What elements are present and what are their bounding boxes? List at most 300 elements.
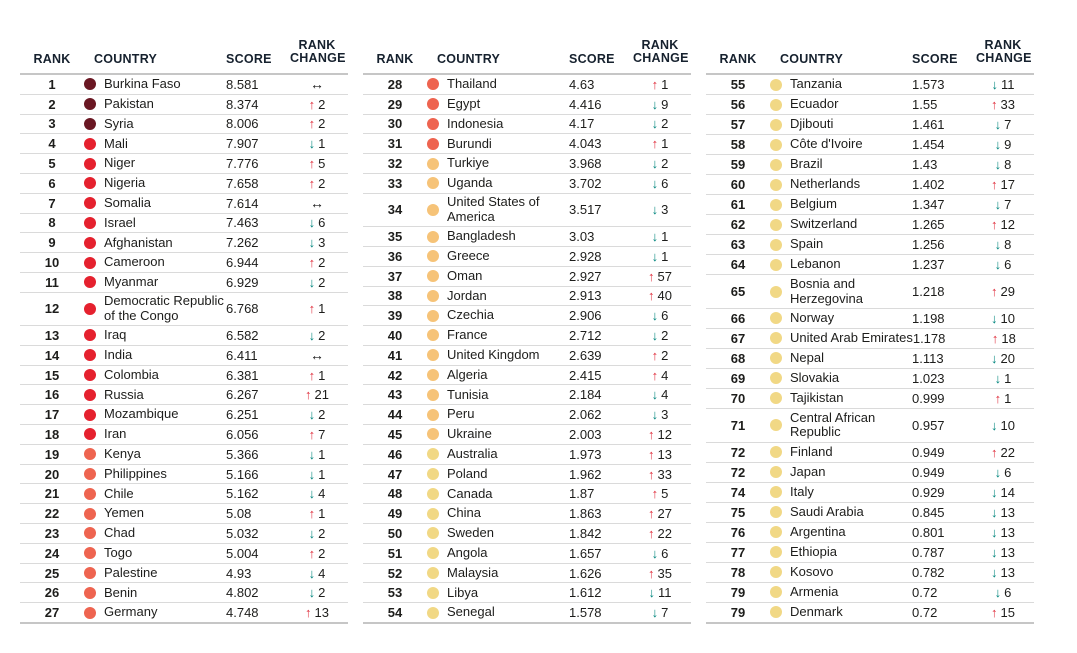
table-header-row [363,26,691,75]
rank-change-value: 2 [318,116,326,132]
country-name: Nepal [790,350,824,366]
severity-dot-cell [770,199,790,211]
rank-change-cell [629,387,691,402]
rank-change-cell [286,387,348,402]
rank-value: 23 [44,525,60,541]
country-name: Belgium [790,196,837,212]
rank-value: 5 [48,156,56,172]
rank-change-cell [629,97,691,112]
severity-dot-icon [84,177,96,189]
table-row [20,292,348,325]
severity-dot-icon [770,586,782,598]
severity-dot-cell [427,177,447,189]
up-arrow-icon: ↑ [308,96,316,112]
rank-value: 34 [387,202,403,218]
country-name: Mali [104,135,128,151]
rank-value: 13 [44,327,60,343]
rank-change-cell [972,485,1034,500]
ranking-table [706,26,1034,624]
ranking-table [363,26,691,624]
severity-dot-icon [84,329,96,341]
down-arrow-icon: ↓ [991,504,998,520]
severity-dot-icon [427,231,439,243]
country-name: India [104,347,133,363]
rank-change-value: 13 [657,446,672,462]
severity-dot-icon [84,369,96,381]
up-arrow-icon: ↑ [991,97,998,113]
severity-dot-cell [770,259,790,271]
table-row [363,226,691,246]
score-value: 8.581 [226,76,259,92]
severity-dot-cell [770,526,790,538]
rank-column-header: RANK [719,52,757,66]
table-row [706,94,1034,114]
severity-dot-cell [84,369,104,381]
country-name: Burkina Faso [104,76,181,92]
rank-value: 40 [387,327,403,343]
country-name: China [447,505,481,521]
severity-dot-cell [427,204,447,216]
up-arrow-icon: ↑ [991,177,998,193]
severity-dot-icon [84,488,96,500]
severity-dot-icon [84,98,96,110]
rank-value: 25 [44,565,60,581]
rank-value: 43 [387,387,403,403]
rank-change-value: 7 [1004,197,1012,213]
score-value: 1.237 [912,257,945,273]
severity-dot-cell [770,372,790,384]
rank-value: 12 [44,301,60,317]
score-value: 2.928 [569,248,602,264]
table-row [20,193,348,213]
table-row [706,542,1034,562]
rank-change-value: 4 [661,387,669,403]
up-arrow-icon: ↑ [991,217,998,233]
severity-dot-cell [770,99,790,111]
country-name: Philippines [104,465,167,481]
score-value: 5.08 [226,506,252,522]
score-column-header: SCORE [912,52,958,66]
rank-change-value: 18 [1001,330,1016,346]
down-arrow-icon: ↓ [651,229,659,244]
score-value: 6.944 [226,255,259,271]
table-row [363,286,691,306]
rank-value: 30 [387,116,403,132]
country-name: Bosnia and Herzegovina [790,275,863,306]
table-row [706,254,1034,274]
country-name: Colombia [104,366,159,382]
severity-dot-cell [84,389,104,401]
rank-change-value: 8 [1004,157,1012,173]
table-row [363,173,691,193]
severity-dot-icon [427,329,439,341]
rank-change-value: 2 [318,545,326,561]
down-arrow-icon: ↓ [651,327,659,343]
severity-dot-icon [770,219,782,231]
rank-value: 3 [48,116,56,132]
country-name: Benin [104,584,138,600]
rank-value: 61 [730,197,746,213]
country-column-header: COUNTRY [94,52,158,66]
country-name: Indonesia [447,115,504,131]
table-row [363,246,691,266]
rank-change-value: 13 [1000,564,1015,580]
country-name: Brazil [790,156,823,172]
no-change-arrow-icon: ↔ [310,347,324,364]
country-name: United Arab Emirates [790,330,913,346]
table-row [706,368,1034,388]
severity-dot-cell [770,466,790,478]
severity-dot-cell [427,527,447,539]
table-row [20,153,348,173]
severity-dot-icon [427,138,439,150]
severity-dot-cell [84,607,104,619]
country-name: Central African Republic [790,409,876,440]
table-row [363,404,691,424]
country-name: Jordan [447,287,487,303]
rank-value: 27 [44,605,60,621]
severity-dot-icon [770,239,782,251]
down-arrow-icon: ↓ [651,308,659,324]
rank-value: 57 [730,117,746,133]
score-value: 2.906 [569,308,602,324]
score-value: 1.218 [912,284,945,300]
country-name: Tunisia [447,386,489,402]
severity-dot-icon [427,428,439,440]
score-value: 5.004 [226,545,259,561]
rank-change-cell [629,116,691,131]
rank-change-cell [972,391,1034,406]
country-name: Burundi [447,135,492,151]
rank-change-value: 1 [318,506,326,522]
score-value: 1.454 [912,137,945,153]
rank-change-cell [972,137,1034,152]
severity-dot-icon [770,332,782,344]
table-row [706,582,1034,602]
rank-change-cell [972,505,1034,520]
rank-value: 72 [730,464,746,480]
severity-dot-cell [427,349,447,361]
score-value: 2.184 [569,387,602,403]
score-value: 1.973 [569,446,602,462]
down-arrow-icon: ↓ [991,564,998,580]
country-name: Chad [104,525,136,541]
rank-change-cell [972,117,1034,132]
rank-value: 60 [730,177,746,193]
table-row [20,404,348,424]
rank-value: 52 [387,565,403,581]
rank-change-cell [286,368,348,383]
table-row [363,444,691,464]
rank-change-value: 6 [1004,257,1012,273]
country-name: Turkiye [447,155,490,171]
rank-change-cell [286,486,348,501]
table-row [363,582,691,602]
rank-value: 53 [387,585,403,601]
score-value: 1.842 [569,525,602,541]
country-name: Czechia [447,307,494,323]
rank-change-value: 12 [1000,217,1015,233]
rank-change-cell [286,328,348,343]
severity-dot-icon [770,159,782,171]
rank-change-value: 2 [318,274,326,290]
score-value: 6.929 [226,274,259,290]
country-name: Saudi Arabia [790,503,864,519]
rank-change-cell [629,546,691,561]
rank-change-value: 2 [318,327,326,343]
country-name: Bangladesh [447,228,516,244]
severity-dot-cell [84,428,104,440]
score-value: 7.463 [226,215,259,231]
country-name: Kosovo [790,564,834,579]
down-arrow-icon: ↓ [994,237,1002,253]
table-row [363,345,691,365]
severity-dot-cell [84,158,104,170]
country-name: Ukraine [447,426,492,442]
severity-dot-icon [427,270,439,282]
score-value: 6.582 [226,327,259,343]
up-arrow-icon: ↑ [308,255,316,271]
table-row [363,464,691,484]
country-name: United States of America [447,194,540,224]
score-value: 7.658 [226,175,259,191]
table-row [706,75,1034,94]
table-row [20,365,348,385]
table-row [363,523,691,543]
table-header-row [20,26,348,75]
score-value: 5.162 [226,486,259,502]
country-name: Myanmar [104,274,159,290]
rank-change-cell [629,269,691,284]
rank-change-value: 2 [318,175,326,191]
country-name: Algeria [447,366,488,382]
rank-change-value: 10 [1000,417,1015,433]
rank-change-value: 1 [661,229,669,244]
rank-value: 65 [730,284,746,300]
score-value: 6.251 [226,407,259,423]
up-arrow-icon: ↑ [648,525,655,541]
rank-change-cell [286,566,348,581]
country-name: Cameroon [104,254,165,270]
severity-dot-icon [770,566,782,578]
score-value: 1.55 [912,97,938,113]
severity-dot-icon [770,546,782,558]
severity-dot-cell [770,352,790,364]
up-arrow-icon: ↑ [648,426,655,442]
rank-value: 46 [387,446,403,462]
severity-dot-cell [770,546,790,558]
score-value: 6.267 [226,387,259,403]
rank-value: 47 [387,466,403,482]
score-value: 1.265 [912,217,945,233]
up-arrow-icon: ↑ [308,545,316,561]
down-arrow-icon: ↓ [994,370,1002,386]
table-body [20,75,348,624]
severity-dot-cell [84,329,104,341]
rank-change-value: 13 [1000,524,1015,540]
rank-value: 42 [387,367,403,383]
country-name: Côte d'Ivoire [790,136,863,152]
table-row [706,328,1034,348]
rank-change-cell [972,565,1034,580]
severity-dot-cell [427,98,447,110]
table-row [20,94,348,114]
country-name: Palestine [104,564,158,580]
country-name: Greece [447,248,490,264]
rank-change-value: 8 [1004,237,1012,253]
country-name: Armenia [790,584,839,600]
country-name: Syria [104,115,134,131]
country-name: Oman [447,267,483,283]
down-arrow-icon: ↓ [991,350,998,366]
severity-dot-cell [427,567,447,579]
score-value: 1.347 [912,197,945,213]
rank-change-value: 4 [318,565,326,581]
severity-dot-icon [84,587,96,599]
down-arrow-icon: ↓ [308,274,316,290]
severity-dot-icon [84,197,96,209]
rank-value: 35 [387,229,403,244]
table-row [20,173,348,193]
table-row [706,502,1034,522]
severity-dot-icon [770,419,782,431]
country-name: Malaysia [447,564,499,580]
rank-change-value: 33 [657,466,672,482]
rank-change-cell [286,116,348,131]
score-value: 6.411 [226,347,258,363]
severity-dot-icon [770,372,782,384]
rank-value: 45 [387,426,403,442]
down-arrow-icon: ↓ [308,407,316,423]
rank-value: 75 [730,504,746,520]
rank-change-cell [286,301,348,316]
rank-column-header: RANK [376,52,414,66]
severity-dot-icon [770,392,782,404]
country-name: Thailand [447,76,497,92]
severity-dot-icon [427,468,439,480]
rank-value: 67 [730,330,746,346]
rank-change-cell [286,506,348,521]
severity-dot-icon [427,587,439,599]
severity-dot-cell [84,217,104,229]
score-value: 2.927 [569,268,602,284]
rank-change-cell [972,605,1034,620]
score-value: 4.63 [569,76,595,92]
severity-dot-cell [84,138,104,150]
rank-change-cell [972,371,1034,386]
severity-dot-cell [427,270,447,282]
score-value: 1.87 [569,486,595,502]
country-name: France [447,327,488,343]
table-row [20,483,348,503]
country-name: Israel [104,214,136,230]
country-name: Finland [790,443,833,459]
rank-change-cell [629,407,691,422]
down-arrow-icon: ↓ [991,77,998,92]
rank-change-cell [972,157,1034,172]
rank-change-value: 6 [1004,464,1012,480]
up-arrow-icon: ↑ [648,506,655,522]
rank-value: 8 [48,215,56,231]
country-name: United Kingdom [447,347,540,363]
score-value: 4.802 [226,585,259,601]
rank-change-cell [629,308,691,323]
severity-dot-cell [84,237,104,249]
score-value: 4.748 [226,605,259,621]
rank-value: 54 [387,605,403,621]
rank-change-cell [629,368,691,383]
severity-dot-icon [770,286,782,298]
severity-dot-icon [84,508,96,520]
rank-change-value: 1 [661,136,669,152]
rank-change-value: 2 [318,255,326,271]
up-arrow-icon: ↑ [308,156,316,172]
table-row [20,444,348,464]
severity-dot-icon [427,250,439,262]
rank-change-cell [972,257,1034,272]
country-name: Somalia [104,194,151,210]
country-name: Iraq [104,327,127,343]
table-row [363,266,691,286]
table-row [706,234,1034,254]
severity-dot-cell [84,118,104,130]
rank-change-cell [972,445,1034,460]
rank-change-value: 13 [1000,504,1015,520]
rank-change-cell [629,605,691,620]
rank-change-column-header: RANK CHANGE [290,37,346,66]
rank-change-cell [286,467,348,482]
up-arrow-icon: ↑ [651,76,659,92]
severity-dot-icon [770,79,782,91]
country-name: Denmark [790,604,843,620]
rank-change-value: 2 [661,327,669,343]
rank-change-cell [286,447,348,462]
rank-change-value: 2 [318,585,326,601]
severity-dot-cell [770,586,790,598]
rank-change-cell [629,328,691,343]
score-value: 0.801 [912,524,945,540]
severity-dot-cell [427,329,447,341]
severity-dot-cell [427,547,447,559]
up-arrow-icon: ↑ [991,604,998,620]
rank-value: 38 [387,288,403,304]
ranking-tables [20,26,1035,624]
up-arrow-icon: ↑ [308,301,316,317]
country-name: Kenya [104,446,141,461]
severity-dot-cell [770,139,790,151]
rank-change-cell [286,275,348,290]
severity-dot-icon [770,526,782,538]
severity-dot-cell [84,78,104,90]
down-arrow-icon: ↓ [994,197,1002,213]
table-row [706,194,1034,214]
severity-dot-icon [84,118,96,130]
rank-value: 55 [730,77,746,92]
severity-dot-icon [84,158,96,170]
up-arrow-icon: ↑ [994,390,1002,406]
table-row [20,582,348,602]
severity-dot-icon [84,138,96,150]
rank-change-value: 2 [318,407,326,423]
table-row [20,75,348,94]
rank-change-value: 1 [318,301,326,317]
rank-value: 1 [48,76,56,92]
up-arrow-icon: ↑ [308,506,316,522]
rank-change-column-header: RANK CHANGE [633,37,689,66]
rank-change-value: 11 [1001,77,1015,92]
rank-value: 29 [387,96,403,112]
rank-change-cell [629,156,691,171]
